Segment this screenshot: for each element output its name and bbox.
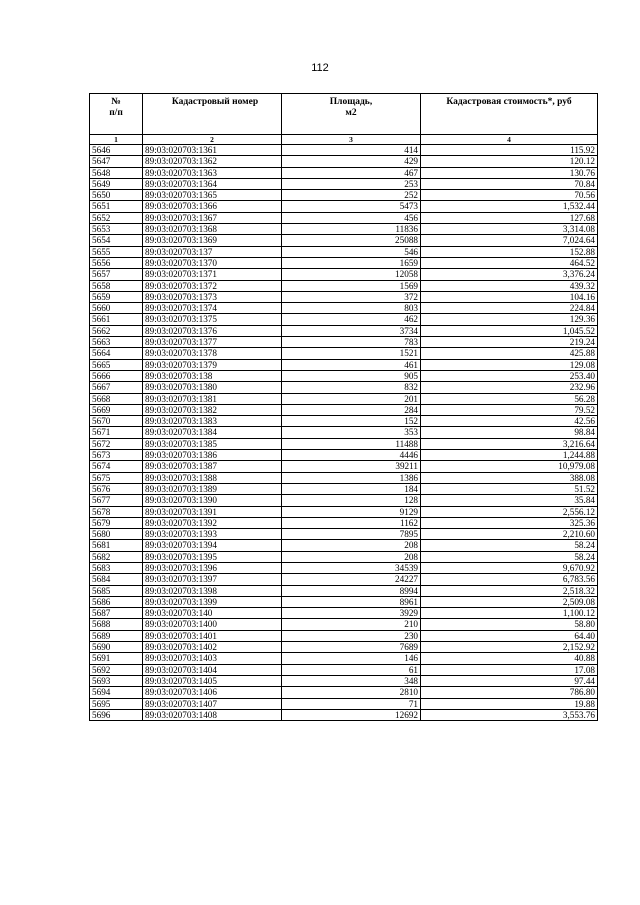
table-row [90, 450, 598, 461]
table-row [90, 370, 598, 381]
row-index-cell: 5650 [90, 190, 143, 201]
row-index-cell: 5679 [90, 517, 143, 528]
row-index-cell: 5693 [90, 675, 143, 686]
area-cell: 8961 [282, 596, 421, 607]
cadastral-number-cell: 89:03:020703:1377 [143, 337, 282, 348]
cadastral-number-cell: 89:03:020703:1406 [143, 687, 282, 698]
table-row [90, 517, 598, 528]
cadastral-value-cell: 70.84 [421, 178, 598, 189]
area-cell: 353 [282, 427, 421, 438]
cadastral-value-cell: 19.88 [421, 698, 598, 709]
area-cell: 7689 [282, 642, 421, 653]
cadastral-number-cell: 89:03:020703:1373 [143, 291, 282, 302]
table-row [90, 664, 598, 675]
cadastral-number-cell: 89:03:020703:1391 [143, 506, 282, 517]
cadastral-number-cell: 89:03:020703:1368 [143, 224, 282, 235]
cadastral-number-cell: 89:03:020703:1408 [143, 709, 282, 720]
cadastral-value-cell: 152.88 [421, 246, 598, 257]
cadastral-value-cell: 253.40 [421, 370, 598, 381]
cadastral-value-cell: 79.52 [421, 404, 598, 415]
table-row [90, 156, 598, 167]
table-row [90, 438, 598, 449]
cadastral-value-cell: 10,979.08 [421, 461, 598, 472]
cadastral-value-cell: 127.68 [421, 212, 598, 223]
cadastral-number-cell: 89:03:020703:1398 [143, 585, 282, 596]
cadastral-number-cell: 89:03:020703:1397 [143, 574, 282, 585]
table-row [90, 201, 598, 212]
cadastral-number-cell: 89:03:020703:1361 [143, 145, 282, 156]
cadastral-number-cell: 89:03:020703:1386 [143, 450, 282, 461]
cadastral-value-cell: 3,376.24 [421, 269, 598, 280]
cadastral-value-cell: 7,024.64 [421, 235, 598, 246]
table-row [90, 167, 598, 178]
header-cadastral-number-text: Кадастровый номер [171, 97, 259, 107]
cadastral-value-cell: 35.84 [421, 495, 598, 506]
row-index-cell: 5670 [90, 416, 143, 427]
area-cell: 467 [282, 167, 421, 178]
table-row [90, 483, 598, 494]
cadastral-number-cell: 89:03:020703:1369 [143, 235, 282, 246]
row-index-cell: 5652 [90, 212, 143, 223]
header-area-text: Площадь, м2 [329, 97, 373, 118]
cadastral-value-cell: 64.40 [421, 630, 598, 641]
area-cell: 8994 [282, 585, 421, 596]
cadastral-number-cell: 89:03:020703:1401 [143, 630, 282, 641]
area-cell: 12692 [282, 709, 421, 720]
cadastral-value-cell: 2,518.32 [421, 585, 598, 596]
area-cell: 184 [282, 483, 421, 494]
cadastral-number-cell: 89:03:020703:1393 [143, 529, 282, 540]
area-cell: 128 [282, 495, 421, 506]
cadastral-value-cell: 388.08 [421, 472, 598, 483]
table-row [90, 551, 598, 562]
area-cell: 414 [282, 145, 421, 156]
table-row [90, 212, 598, 223]
table-row [90, 291, 598, 302]
area-cell: 201 [282, 393, 421, 404]
cadastral-value-cell: 9,670.92 [421, 562, 598, 573]
row-index-cell: 5691 [90, 653, 143, 664]
cadastral-value-cell: 439.32 [421, 280, 598, 291]
cadastral-value-cell: 325.36 [421, 517, 598, 528]
table-row [90, 145, 598, 156]
table-row [90, 675, 598, 686]
table-row [90, 653, 598, 664]
cadastral-number-cell: 89:03:020703:138 [143, 370, 282, 381]
row-index-cell: 5684 [90, 574, 143, 585]
cadastral-value-cell: 2,210.60 [421, 529, 598, 540]
area-cell: 253 [282, 178, 421, 189]
row-index-cell: 5683 [90, 562, 143, 573]
area-cell: 25088 [282, 235, 421, 246]
row-index-cell: 5668 [90, 393, 143, 404]
cadastral-value-cell: 6,783.56 [421, 574, 598, 585]
area-cell: 1521 [282, 348, 421, 359]
table-row [90, 257, 598, 268]
cadastral-number-cell: 89:03:020703:1383 [143, 416, 282, 427]
row-index-cell: 5680 [90, 529, 143, 540]
table-row [90, 461, 598, 472]
column-number: 3 [282, 135, 421, 145]
cadastral-value-cell: 97.44 [421, 675, 598, 686]
cadastral-value-cell: 425.88 [421, 348, 598, 359]
cadastral-value-cell: 129.36 [421, 314, 598, 325]
area-cell: 1659 [282, 257, 421, 268]
table-row [90, 427, 598, 438]
area-cell: 3734 [282, 325, 421, 336]
row-index-cell: 5696 [90, 709, 143, 720]
row-index-cell: 5664 [90, 348, 143, 359]
cadastral-number-cell: 89:03:020703:1365 [143, 190, 282, 201]
cadastral-number-cell: 89:03:020703:1370 [143, 257, 282, 268]
area-cell: 252 [282, 190, 421, 201]
row-index-cell: 5671 [90, 427, 143, 438]
cadastral-number-cell: 89:03:020703:1375 [143, 314, 282, 325]
row-index-cell: 5657 [90, 269, 143, 280]
row-index-cell: 5672 [90, 438, 143, 449]
cadastral-number-cell: 89:03:020703:1364 [143, 178, 282, 189]
cadastral-number-cell: 89:03:020703:1362 [143, 156, 282, 167]
area-cell: 429 [282, 156, 421, 167]
area-cell: 905 [282, 370, 421, 381]
table-row [90, 178, 598, 189]
table-row [90, 235, 598, 246]
table-row [90, 280, 598, 291]
cadastral-number-cell: 89:03:020703:1396 [143, 562, 282, 573]
row-index-cell: 5653 [90, 224, 143, 235]
cadastral-number-cell: 89:03:020703:1389 [143, 483, 282, 494]
cadastral-number-cell: 89:03:020703:1403 [143, 653, 282, 664]
area-cell: 3929 [282, 608, 421, 619]
area-cell: 832 [282, 382, 421, 393]
cadastral-number-cell: 89:03:020703:1399 [143, 596, 282, 607]
column-number: 4 [421, 135, 598, 145]
cadastral-value-cell: 3,216.64 [421, 438, 598, 449]
area-cell: 2810 [282, 687, 421, 698]
cadastral-value-cell: 224.84 [421, 303, 598, 314]
cadastral-number-cell: 89:03:020703:1402 [143, 642, 282, 653]
area-cell: 11488 [282, 438, 421, 449]
header-index-text: № п/п [109, 97, 123, 118]
cadastral-value-cell: 56.28 [421, 393, 598, 404]
cadastral-value-cell: 115.92 [421, 145, 598, 156]
row-index-cell: 5676 [90, 483, 143, 494]
cadastral-value-cell: 98.84 [421, 427, 598, 438]
table-row [90, 506, 598, 517]
cadastral-number-cell: 89:03:020703:1387 [143, 461, 282, 472]
table-row [90, 642, 598, 653]
area-cell: 1162 [282, 517, 421, 528]
area-cell: 1569 [282, 280, 421, 291]
area-cell: 372 [282, 291, 421, 302]
row-index-cell: 5686 [90, 596, 143, 607]
table-row [90, 314, 598, 325]
cadastral-number-cell: 89:03:020703:1384 [143, 427, 282, 438]
table-row [90, 529, 598, 540]
cadastral-number-cell: 89:03:020703:1392 [143, 517, 282, 528]
area-cell: 284 [282, 404, 421, 415]
cadastral-value-cell: 104.16 [421, 291, 598, 302]
cadastral-number-cell: 89:03:020703:1395 [143, 551, 282, 562]
column-number: 1 [90, 135, 143, 145]
cadastral-number-cell: 89:03:020703:1367 [143, 212, 282, 223]
cadastral-number-cell: 89:03:020703:1381 [143, 393, 282, 404]
area-cell: 456 [282, 212, 421, 223]
row-index-cell: 5687 [90, 608, 143, 619]
row-index-cell: 5694 [90, 687, 143, 698]
table-row [90, 416, 598, 427]
row-index-cell: 5682 [90, 551, 143, 562]
cadastral-value-cell: 58.24 [421, 540, 598, 551]
cadastral-value-cell: 40.88 [421, 653, 598, 664]
cadastral-value-cell: 51.52 [421, 483, 598, 494]
cadastral-number-cell: 89:03:020703:1374 [143, 303, 282, 314]
area-cell: 348 [282, 675, 421, 686]
page-number: 112 [311, 62, 329, 74]
cadastral-number-cell: 89:03:020703:1376 [143, 325, 282, 336]
table-row [90, 359, 598, 370]
area-cell: 24227 [282, 574, 421, 585]
cadastral-table [89, 93, 598, 721]
cadastral-number-cell: 89:03:020703:137 [143, 246, 282, 257]
area-cell: 34539 [282, 562, 421, 573]
table-row [90, 596, 598, 607]
table-row [90, 325, 598, 336]
cadastral-value-cell: 2,509.08 [421, 596, 598, 607]
row-index-cell: 5674 [90, 461, 143, 472]
row-index-cell: 5666 [90, 370, 143, 381]
area-cell: 230 [282, 630, 421, 641]
cadastral-number-cell: 89:03:020703:1385 [143, 438, 282, 449]
cadastral-number-cell: 89:03:020703:1372 [143, 280, 282, 291]
table-row [90, 630, 598, 641]
cadastral-value-cell: 219.24 [421, 337, 598, 348]
row-index-cell: 5688 [90, 619, 143, 630]
header-cadastral-value-text: Кадастровая стоимость*, руб [446, 97, 572, 107]
area-cell: 210 [282, 619, 421, 630]
row-index-cell: 5662 [90, 325, 143, 336]
area-cell: 11836 [282, 224, 421, 235]
row-index-cell: 5655 [90, 246, 143, 257]
cadastral-value-cell: 120.12 [421, 156, 598, 167]
table-row [90, 393, 598, 404]
area-cell: 4446 [282, 450, 421, 461]
area-cell: 146 [282, 653, 421, 664]
area-cell: 39211 [282, 461, 421, 472]
table-row [90, 574, 598, 585]
row-index-cell: 5677 [90, 495, 143, 506]
cadastral-value-cell: 1,100.12 [421, 608, 598, 619]
cadastral-number-cell: 89:03:020703:140 [143, 608, 282, 619]
cadastral-number-cell: 89:03:020703:1388 [143, 472, 282, 483]
row-index-cell: 5673 [90, 450, 143, 461]
row-index-cell: 5681 [90, 540, 143, 551]
cadastral-value-cell: 464.52 [421, 257, 598, 268]
cadastral-number-cell: 89:03:020703:1390 [143, 495, 282, 506]
table-row [90, 698, 598, 709]
area-cell: 208 [282, 540, 421, 551]
cadastral-number-cell: 89:03:020703:1380 [143, 382, 282, 393]
row-index-cell: 5663 [90, 337, 143, 348]
cadastral-number-cell: 89:03:020703:1371 [143, 269, 282, 280]
cadastral-number-cell: 89:03:020703:1363 [143, 167, 282, 178]
row-index-cell: 5692 [90, 664, 143, 675]
cadastral-value-cell: 129.08 [421, 359, 598, 370]
row-index-cell: 5690 [90, 642, 143, 653]
row-index-cell: 5669 [90, 404, 143, 415]
area-cell: 7895 [282, 529, 421, 540]
row-index-cell: 5689 [90, 630, 143, 641]
table-row [90, 562, 598, 573]
cadastral-value-cell: 786.80 [421, 687, 598, 698]
header-cadastral-number [143, 94, 282, 135]
area-cell: 152 [282, 416, 421, 427]
table-row [90, 348, 598, 359]
row-index-cell: 5659 [90, 291, 143, 302]
table-row [90, 608, 598, 619]
header-row [90, 94, 598, 135]
cadastral-number-cell: 89:03:020703:1394 [143, 540, 282, 551]
cadastral-number-cell: 89:03:020703:1378 [143, 348, 282, 359]
row-index-cell: 5665 [90, 359, 143, 370]
area-cell: 71 [282, 698, 421, 709]
row-index-cell: 5661 [90, 314, 143, 325]
table-row [90, 246, 598, 257]
cadastral-value-cell: 232.96 [421, 382, 598, 393]
row-index-cell: 5678 [90, 506, 143, 517]
row-index-cell: 5656 [90, 257, 143, 268]
cadastral-value-cell: 17.08 [421, 664, 598, 675]
area-cell: 461 [282, 359, 421, 370]
cadastral-number-cell: 89:03:020703:1366 [143, 201, 282, 212]
table-body [90, 145, 598, 721]
row-index-cell: 5660 [90, 303, 143, 314]
cadastral-number-cell: 89:03:020703:1382 [143, 404, 282, 415]
row-index-cell: 5667 [90, 382, 143, 393]
area-cell: 546 [282, 246, 421, 257]
table-row [90, 540, 598, 551]
row-index-cell: 5675 [90, 472, 143, 483]
table-row [90, 382, 598, 393]
area-cell: 5473 [282, 201, 421, 212]
table-row [90, 687, 598, 698]
row-index-cell: 5648 [90, 167, 143, 178]
cadastral-number-cell: 89:03:020703:1405 [143, 675, 282, 686]
header-index [90, 94, 143, 135]
row-index-cell: 5646 [90, 145, 143, 156]
cadastral-value-cell: 58.80 [421, 619, 598, 630]
cadastral-number-cell: 89:03:020703:1407 [143, 698, 282, 709]
cadastral-number-cell: 89:03:020703:1400 [143, 619, 282, 630]
cadastral-value-cell: 42.56 [421, 416, 598, 427]
row-index-cell: 5649 [90, 178, 143, 189]
cadastral-value-cell: 1,045.52 [421, 325, 598, 336]
column-number-row [90, 135, 598, 145]
header-cadastral-value [421, 94, 598, 135]
table-row [90, 224, 598, 235]
row-index-cell: 5685 [90, 585, 143, 596]
table-row [90, 585, 598, 596]
cadastral-value-cell: 70.56 [421, 190, 598, 201]
area-cell: 803 [282, 303, 421, 314]
cadastral-value-cell: 2,152.92 [421, 642, 598, 653]
row-index-cell: 5658 [90, 280, 143, 291]
table-row [90, 190, 598, 201]
column-number: 2 [143, 135, 282, 145]
cadastral-value-cell: 1,244.88 [421, 450, 598, 461]
table-row [90, 404, 598, 415]
row-index-cell: 5647 [90, 156, 143, 167]
table-row [90, 337, 598, 348]
table-row [90, 303, 598, 314]
cadastral-number-cell: 89:03:020703:1379 [143, 359, 282, 370]
table-row [90, 269, 598, 280]
cadastral-value-cell: 2,556.12 [421, 506, 598, 517]
area-cell: 1386 [282, 472, 421, 483]
area-cell: 12058 [282, 269, 421, 280]
cadastral-value-cell: 58.24 [421, 551, 598, 562]
table-row [90, 495, 598, 506]
row-index-cell: 5695 [90, 698, 143, 709]
header-area [282, 94, 421, 135]
row-index-cell: 5651 [90, 201, 143, 212]
cadastral-value-cell: 3,314.08 [421, 224, 598, 235]
table-row [90, 709, 598, 720]
area-cell: 783 [282, 337, 421, 348]
area-cell: 9129 [282, 506, 421, 517]
area-cell: 208 [282, 551, 421, 562]
cadastral-value-cell: 130.76 [421, 167, 598, 178]
cadastral-number-cell: 89:03:020703:1404 [143, 664, 282, 675]
cadastral-value-cell: 3,553.76 [421, 709, 598, 720]
table-row [90, 619, 598, 630]
area-cell: 61 [282, 664, 421, 675]
table-row [90, 472, 598, 483]
cadastral-value-cell: 1,532.44 [421, 201, 598, 212]
row-index-cell: 5654 [90, 235, 143, 246]
area-cell: 462 [282, 314, 421, 325]
